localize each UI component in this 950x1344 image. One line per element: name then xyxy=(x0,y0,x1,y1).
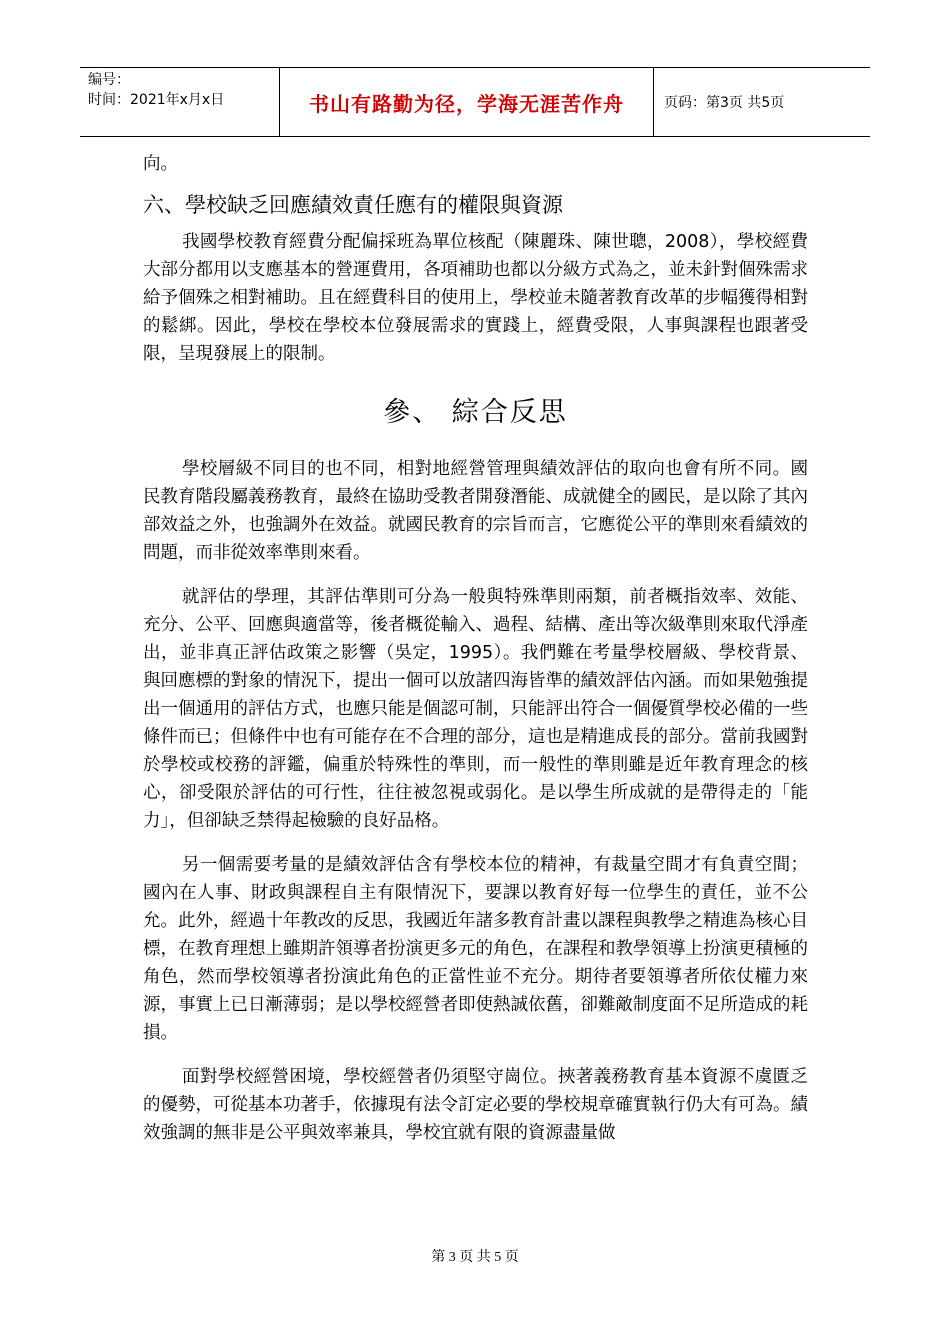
header-motto: 书山有路勤为径，学海无涯苦作舟 xyxy=(280,68,654,136)
paragraph-1: 我國學校教育經費分配偏採班為單位核配（陳麗珠、陳世聰，2008），學校經費大部分都用以支應基本的營運費用，各項補助也都以分級方式為之，並未針對個殊需求給予個殊之相對補助。且在經費科目的使用上，學校並未隨著教育改革的步幅獲得相對的鬆綁。因此，學校在學校本位發展需求的實踐上，經費受限，人事與課程也跟著受限，呈現發展上的限制。 xyxy=(143,232,808,364)
header-page-number: 页码：第3页 共5页 xyxy=(664,95,785,111)
subheading: 六、學校缺乏回應績效責任應有的權限與資源 xyxy=(143,193,563,217)
document-number: 编号： xyxy=(88,72,130,88)
continuation-text: 向。 xyxy=(143,154,178,174)
paragraph-5: 面對學校經營困境，學校經營者仍須堅守崗位。挾著義務教育基本資源不虞匱乏的優勢，可從基本功著手，依據現有法令訂定必要的學校規章確實執行仍大有可為。績效強調的無非是公平與效率兼具，學校宜就有限的資源盡量做 xyxy=(143,1067,808,1143)
paragraph-2: 學校層級不同目的也不同，相對地經營管理與績效評估的取向也會有所不同。國民教育階段屬義務教育，最終在協助受教者開發潛能、成就健全的國民，是以除了其內部效益之外，也強調外在效益。就國民教育的宗旨而言，它應從公平的準則來看績效的問題，而非從效率準則來看。 xyxy=(143,459,808,563)
page-header xyxy=(80,67,870,137)
section-title: 參、 綜合反思 xyxy=(383,397,568,428)
document-time: 时间：2021年x月x日 xyxy=(88,92,225,108)
header-meta xyxy=(80,68,280,136)
paragraph-3: 就評估的學理，其評估準則可分為一般與特殊準則兩類，前者概指效率、效能、充分、公平、回應與適當等，後者概從輸入、過程、結構、產出等次級準則來取代淨產出，並非真正評估政策之影響（吳定，1995）。我們難在考量學校層級、學校背景、與回應標的對象的情況下，提出一個可以放諸四海皆準的績效評估內涵。而如果勉強提出一個通用的評估方式，也應只能是個認可制，只能評出符合一個優質學校必備的一些條件而已；但條件中也有可能存在不合理的部分，這也是精進成長的部分。當前我國對於學校或校務的評鑑，偏重於特殊性的準則，而一般性的準則雖是近年教育理念的核心，卻受限於評估的可行性，往往被忽視或弱化。是以學生所成就的是帶得走的「能力」，但卻缺乏禁得起檢驗的良好品格。 xyxy=(143,587,808,831)
document-body xyxy=(143,150,808,1147)
paragraph-4: 另一個需要考量的是績效評估含有學校本位的精神，有裁量空間才有負責空間；國內在人事、財政與課程自主有限情況下，要課以教育好每一位學生的責任，並不公允。此外，經過十年教改的反思，我國近年諸多教育計畫以課程與教學之精進為核心目標，在教育理想上雖期許領導者扮演更多元的角色，在課程和教學領導上扮演更積極的角色，然而學校領導者扮演此角色的正當性並不充分。期待者要領導者所依仗權力來源，事實上已日漸薄弱；是以學校經營者即使熱誠依舊，卻難敵制度面不足所造成的耗損。 xyxy=(143,855,808,1043)
page-footer: 第 3 页 共 5 页 xyxy=(431,1250,519,1265)
